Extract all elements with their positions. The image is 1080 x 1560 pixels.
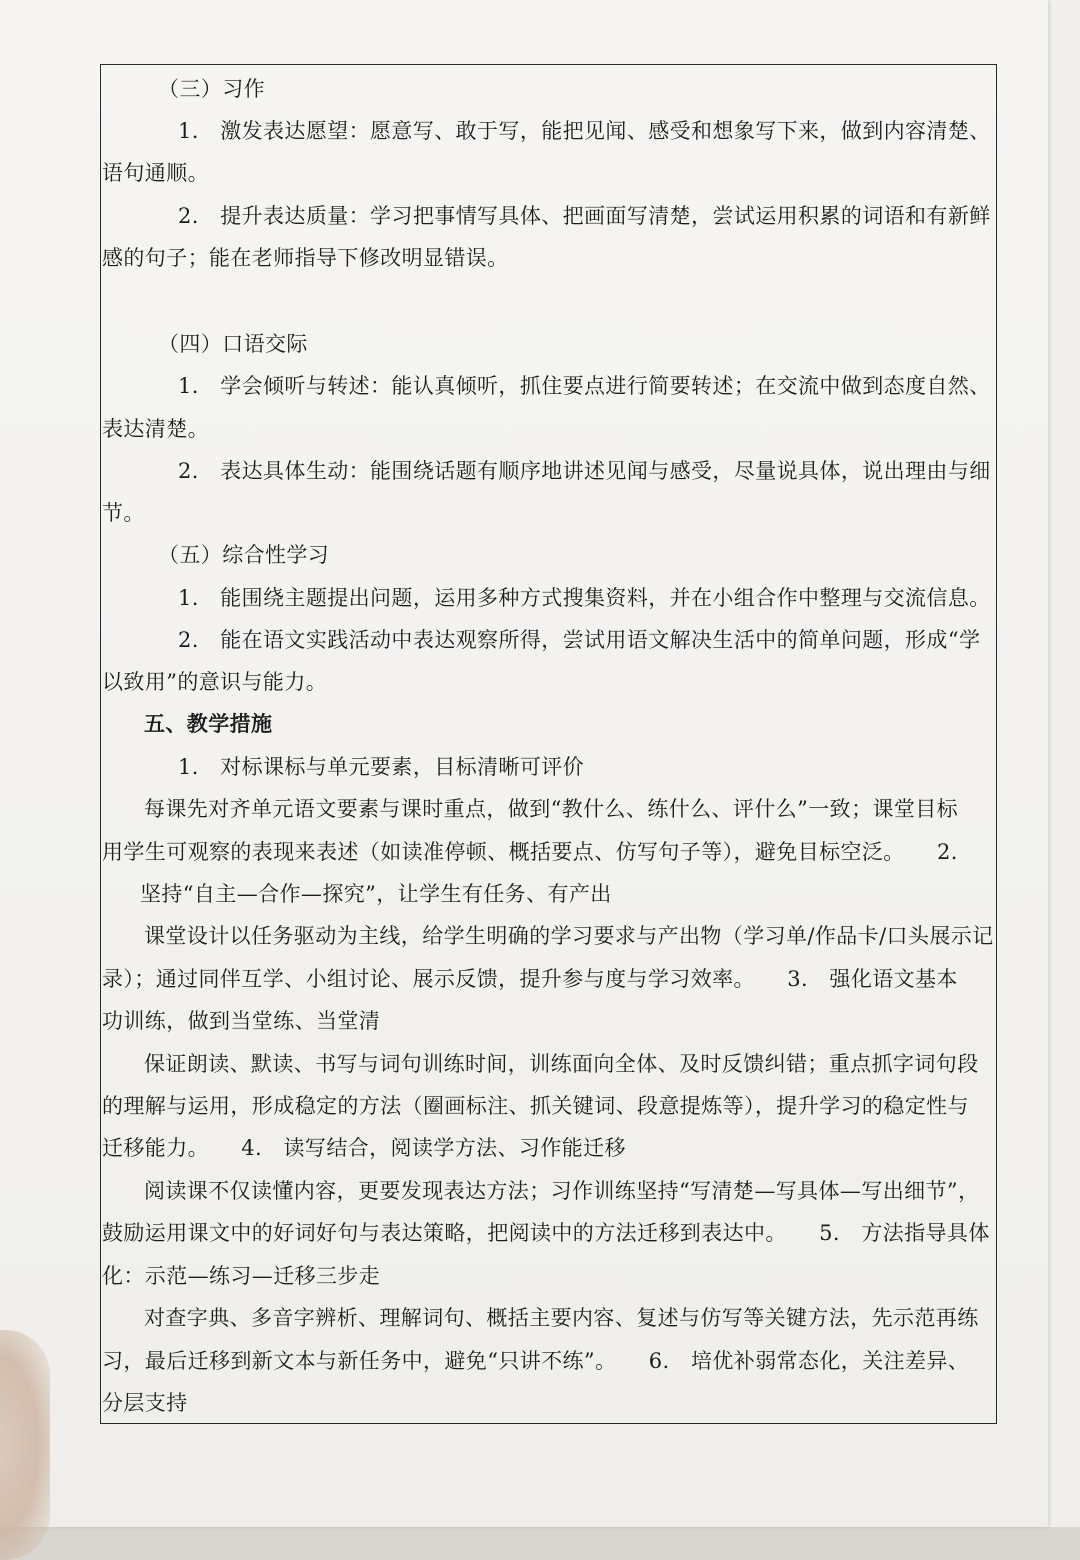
paragraph-line: 迁移能力。 4. 读写结合，阅读学方法、习作能迁移 <box>102 1136 626 1160</box>
paragraph-line: 对查字典、多音字辨析、理解词句、概括主要内容、复述与仿写等关键方法，先示范再练 <box>144 1306 979 1330</box>
section-heading-oral: （四）口语交际 <box>158 332 308 356</box>
paragraph-line: 坚持“自主—合作—探究”，让学生有任务、有产出 <box>140 882 612 906</box>
paragraph-line: 感的句子；能在老师指导下修改明显错误。 <box>102 246 509 270</box>
paragraph-line: 2. 能在语文实践活动中表达观察所得，尝试用语文解决生活中的简单问题，形成“学 <box>178 628 981 652</box>
paragraph-line: 保证朗读、默读、书写与词句训练时间，训练面向全体、及时反馈纠错；重点抓字词句段 <box>144 1052 979 1076</box>
paragraph-line: 用学生可观察的表现来表述（如读准停顿、概括要点、仿写句子等），避免目标空泛。 2. <box>102 840 958 864</box>
section-heading-teaching-measures: 五、教学措施 <box>144 712 273 736</box>
paragraph-line: 表达清楚。 <box>102 417 209 441</box>
paragraph-line: 1. 激发表达愿望：愿意写、敢于写，能把见闻、感受和想象写下来，做到内容清楚、 <box>178 119 991 143</box>
paragraph-line: 每课先对齐单元语文要素与课时重点，做到“教什么、练什么、评什么”一致；课堂目标 <box>144 797 959 821</box>
paragraph-line: 分层支持 <box>102 1391 188 1415</box>
paragraph-line: 2. 提升表达质量：学习把事情写具体、把画面写清楚，尝试运用积累的词语和有新鲜 <box>178 204 991 228</box>
section-heading-comprehensive: （五）综合性学习 <box>158 543 330 567</box>
paragraph-line: 鼓励运用课文中的好词好句与表达策略，把阅读中的方法迁移到表达中。 5. 方法指导具体 <box>102 1221 990 1245</box>
paragraph-line: 课堂设计以任务驱动为主线，给学生明确的学习要求与产出物（学习单/作品卡/口头展示记 <box>144 924 994 948</box>
thumb-shadow <box>0 1330 50 1560</box>
paragraph-line: 阅读课不仅读懂内容，更要发现表达方法；习作训练坚持“写清楚—写具体—写出细节”， <box>144 1179 980 1203</box>
paragraph-line: 1. 对标课标与单元要素，目标清晰可评价 <box>178 755 585 779</box>
paragraph-line: 录）；通过同伴互学、小组讨论、展示反馈，提升参与度与学习效率。 3. 强化语文基本 <box>102 967 958 991</box>
paragraph-line: 化：示范—练习—迁移三步走 <box>102 1264 381 1288</box>
paragraph-line: 2. 表达具体生动：能围绕话题有顺序地讲述见闻与感受，尽量说具体，说出理由与细 <box>178 459 991 483</box>
section-heading-writing: （三）习作 <box>158 77 265 101</box>
page-stack-edge <box>1052 0 1080 1527</box>
paragraph-line: 语句通顺。 <box>102 161 209 185</box>
paragraph-line: 习，最后迁移到新文本与新任务中，避免“只讲不练”。 6. 培优补弱常态化，关注差异、 <box>102 1349 970 1373</box>
paragraph-line: 的理解与运用，形成稳定的方法（圈画标注、抓关键词、段意提炼等），提升学习的稳定性与 <box>102 1094 969 1118</box>
paragraph-line: 功训练，做到当堂练、当堂清 <box>102 1009 381 1033</box>
paragraph-line: 节。 <box>102 501 145 525</box>
paragraph-line: 1. 能围绕主题提出问题，运用多种方式搜集资料，并在小组合作中整理与交流信息。 <box>178 586 991 610</box>
paragraph-line: 1. 学会倾听与转述：能认真倾听，抓住要点进行简要转述；在交流中做到态度自然、 <box>178 374 991 398</box>
paragraph-line: 以致用”的意识与能力。 <box>102 670 328 694</box>
